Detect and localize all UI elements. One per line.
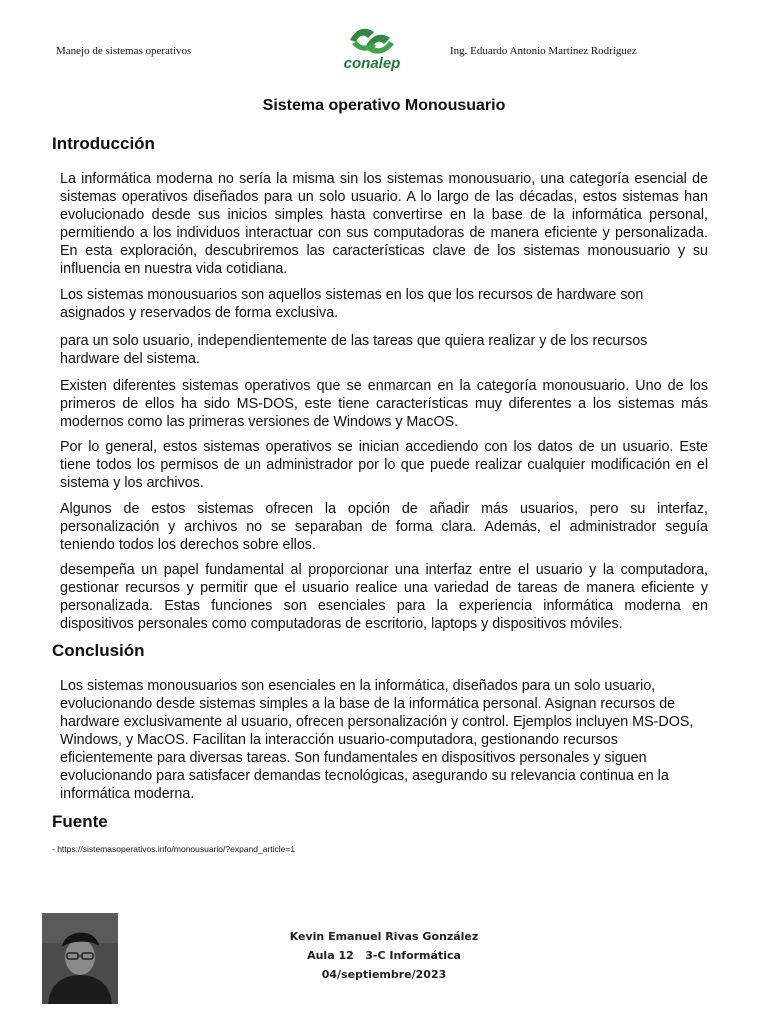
intro-paragraph-3: para un solo usuario, independientemente de las tareas que quiera realizar y de los recursos hardware del sistema.	[60, 333, 648, 367]
header-subject: Manejo de sistemas operativos	[56, 45, 192, 57]
student-name: Kevin Emanuel Rivas González	[289, 930, 479, 943]
intro-paragraph-1: La informática moderna no sería la misma sin los sistemas monousuario, una categoría esencial de sistemas operativos diseñados para un solo usuario. A lo largo de las décadas, estos sistemas han evolucionado desde sus inicios simples hasta convertirse en la base de la informática personal, permitiendo a los individuos interactuar con sus computadoras de manera eficiente y personalizada. En esta exploración, descubriremos las características clave de los sistemas monousuario y su influencia en nuestra vida cotidiana.	[60, 171, 708, 277]
intro-paragraph-4: Existen diferentes sistemas operativos que se enmarcan en la categoría monousuario. Uno de los primeros de ellos ha sido MS-DOS, este tiene características muy diferentes a los sistemas más modernos como las primeras versiones de Windows y MacOS.	[60, 378, 708, 430]
document-date: 04/septiembre/2023	[321, 968, 447, 981]
conclusion-paragraph: Los sistemas monousuarios son esenciales en la informática, diseñados para un solo usuario, evolucionando desde sistemas simples a la base de la informática personal. Asignan recursos de hardware exclusivamente al usuario, ofrecen personalización y control. Ejemplos incluyen MS-DOS, Windows, y MacOS. Facilitan la interacción usuario-computadora, gestionando recursos eficientemente para diversas tareas. Son fundamentales en dispositivos personales y siguen evolucionando para satisfacer demandas tecnológicas, asegurando su relevancia continua en la informática moderna.	[60, 678, 694, 802]
conalep-logo	[336, 22, 408, 78]
conclusion-heading: Conclusión	[52, 641, 145, 660]
header-teacher: Ing. Eduardo Antonio Martínez Rodríguez	[450, 45, 637, 57]
intro-heading: Introducción	[52, 134, 155, 153]
logo-wordmark: conalep	[343, 55, 401, 72]
conalep-logo-icon	[346, 22, 398, 56]
intro-paragraph-2: Los sistemas monousuarios son aquellos sistemas en los que los recursos de hardware son asignados y reservados de forma exclusiva.	[60, 287, 644, 321]
source-link[interactable]: - https://sistemasoperativos.info/monousuario/?expand_article=1	[52, 844, 296, 854]
intro-paragraph-5: Por lo general, estos sistemas operativos se inician accediendo con los datos de un usuario. Este tiene todos los permisos de un administrador por lo que puede realizar cualquier modificación en el sistema y los archivos.	[60, 439, 708, 491]
student-info	[0, 927, 768, 984]
student-classroom: Aula 12 3-C Informática	[307, 949, 461, 962]
intro-paragraph-6: Algunos de estos sistemas ofrecen la opción de añadir más usuarios, pero su interfaz, personalización y archivos no se separaban de forma clara. Además, el administrador seguía teniendo todos los derechos sobre ellos.	[60, 501, 708, 553]
intro-paragraph-7: desempeña un papel fundamental al proporcionar una interfaz entre el usuario y la computadora, gestionar recursos y permitir que el usuario realice una variedad de tareas de manera eficiente y personalizada. Estas funciones son esenciales para la experiencia informática moderna en dispositivos personales como computadoras de escritorio, laptops y dispositivos móviles.	[60, 562, 708, 632]
source-heading: Fuente	[52, 812, 108, 831]
document-title: Sistema operativo Monousuario	[262, 97, 506, 114]
